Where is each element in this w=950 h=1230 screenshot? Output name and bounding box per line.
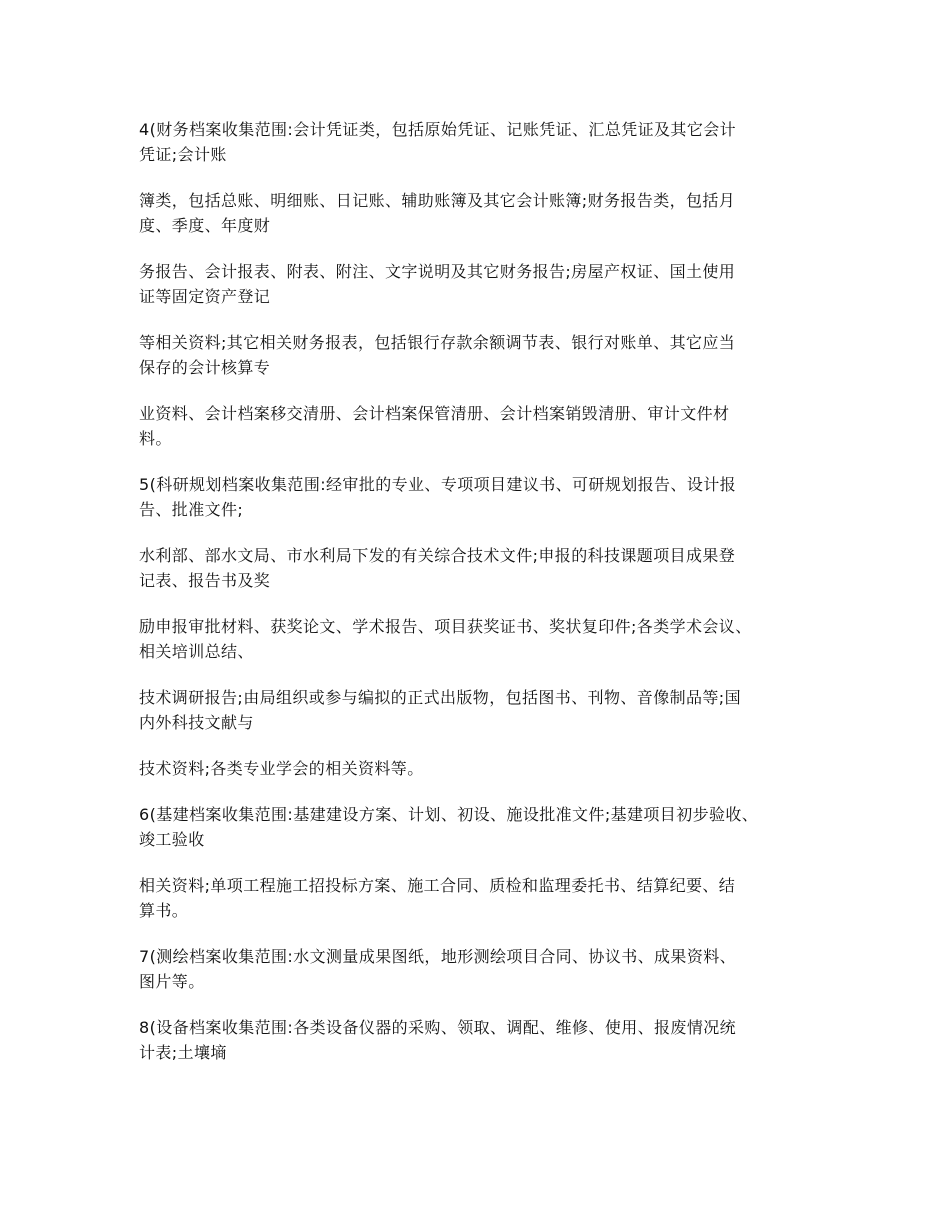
text-line: 凭证;会计账 <box>139 145 227 164</box>
text-line: 相关培训总结、 <box>139 642 254 661</box>
text-line: 水利部、部水文局、市水利局下发的有关综合技术文件;申报的科技课题项目成果登 <box>139 546 736 565</box>
paragraph-research-scope-2 <box>139 543 824 593</box>
paragraph-research-scope-4 <box>139 685 824 735</box>
text-line: 技术资料;各类专业学会的相关资料等。 <box>139 759 424 778</box>
paragraph-research-scope-1 <box>139 472 824 522</box>
text-line: 保存的会计核算专 <box>139 358 271 377</box>
text-line: 技术调研报告;由局组织或参与编拟的正式出版物，包括图书、刊物、音像制品等;国 <box>139 688 741 707</box>
paragraph-equipment-scope <box>139 1015 824 1065</box>
text-line: 业资料、会计档案移交清册、会计档案保管清册、会计档案销毁清册、审计文件材 <box>139 404 730 423</box>
paragraph-research-scope-3 <box>139 614 824 664</box>
paragraph-construction-scope-1 <box>139 802 824 852</box>
text-line: 等相关资料;其它相关财务报表，包括银行存款余额调节表、银行对账单、其它应当 <box>139 333 736 352</box>
paragraph-research-scope-5 <box>139 756 824 781</box>
text-line: 8(设备档案收集范围:各类设备仪器的采购、领取、调配、维修、使用、报废情况统 <box>139 1018 737 1037</box>
text-line: 计表;土壤墒 <box>139 1043 227 1062</box>
text-line: 证等固定资产登记 <box>139 287 271 306</box>
paragraph-finance-scope-3 <box>139 259 824 309</box>
text-line: 簿类，包括总账、明细账、日记账、辅助账簿及其它会计账簿;财务报告类，包括月 <box>139 191 736 210</box>
text-line: 励申报审批材料、获奖论文、学术报告、项目获奖证书、奖状复印件;各类学术会议、 <box>139 617 752 636</box>
text-line: 内外科技文献与 <box>139 713 254 732</box>
text-line: 图片等。 <box>139 972 205 991</box>
text-line: 记表、报告书及奖 <box>139 571 271 590</box>
paragraph-construction-scope-2 <box>139 873 824 923</box>
text-line: 竣工验收 <box>139 830 205 849</box>
paragraph-finance-scope-4 <box>139 330 824 380</box>
document-body <box>139 117 824 1086</box>
paragraph-finance-scope-5 <box>139 401 824 451</box>
text-line: 5(科研规划档案收集范围:经审批的专业、专项项目建议书、可研规划报告、设计报 <box>139 475 737 494</box>
text-line: 告、批准文件; <box>139 500 244 519</box>
text-line: 算书。 <box>139 901 189 920</box>
text-line: 料。 <box>139 429 172 448</box>
text-line: 7(测绘档案收集范围:水文测量成果图纸，地形测绘项目合同、协议书、成果资料、 <box>139 947 737 966</box>
paragraph-surveying-scope <box>139 944 824 994</box>
paragraph-finance-scope-2 <box>139 188 824 238</box>
text-line: 4(财务档案收集范围:会计凭证类，包括原始凭证、记账凭证、汇总凭证及其它会计 <box>139 120 737 139</box>
paragraph-finance-scope-1 <box>139 117 824 167</box>
text-line: 度、季度、年度财 <box>139 216 271 235</box>
text-line: 相关资料;单项工程施工招投标方案、施工合同、质检和监理委托书、结算纪要、结 <box>139 876 736 895</box>
text-line: 务报告、会计报表、附表、附注、文字说明及其它财务报告;房屋产权证、国土使用 <box>139 262 736 281</box>
text-line: 6(基建档案收集范围:基建建设方案、计划、初设、施设批准文件;基建项目初步验收、 <box>139 805 759 824</box>
